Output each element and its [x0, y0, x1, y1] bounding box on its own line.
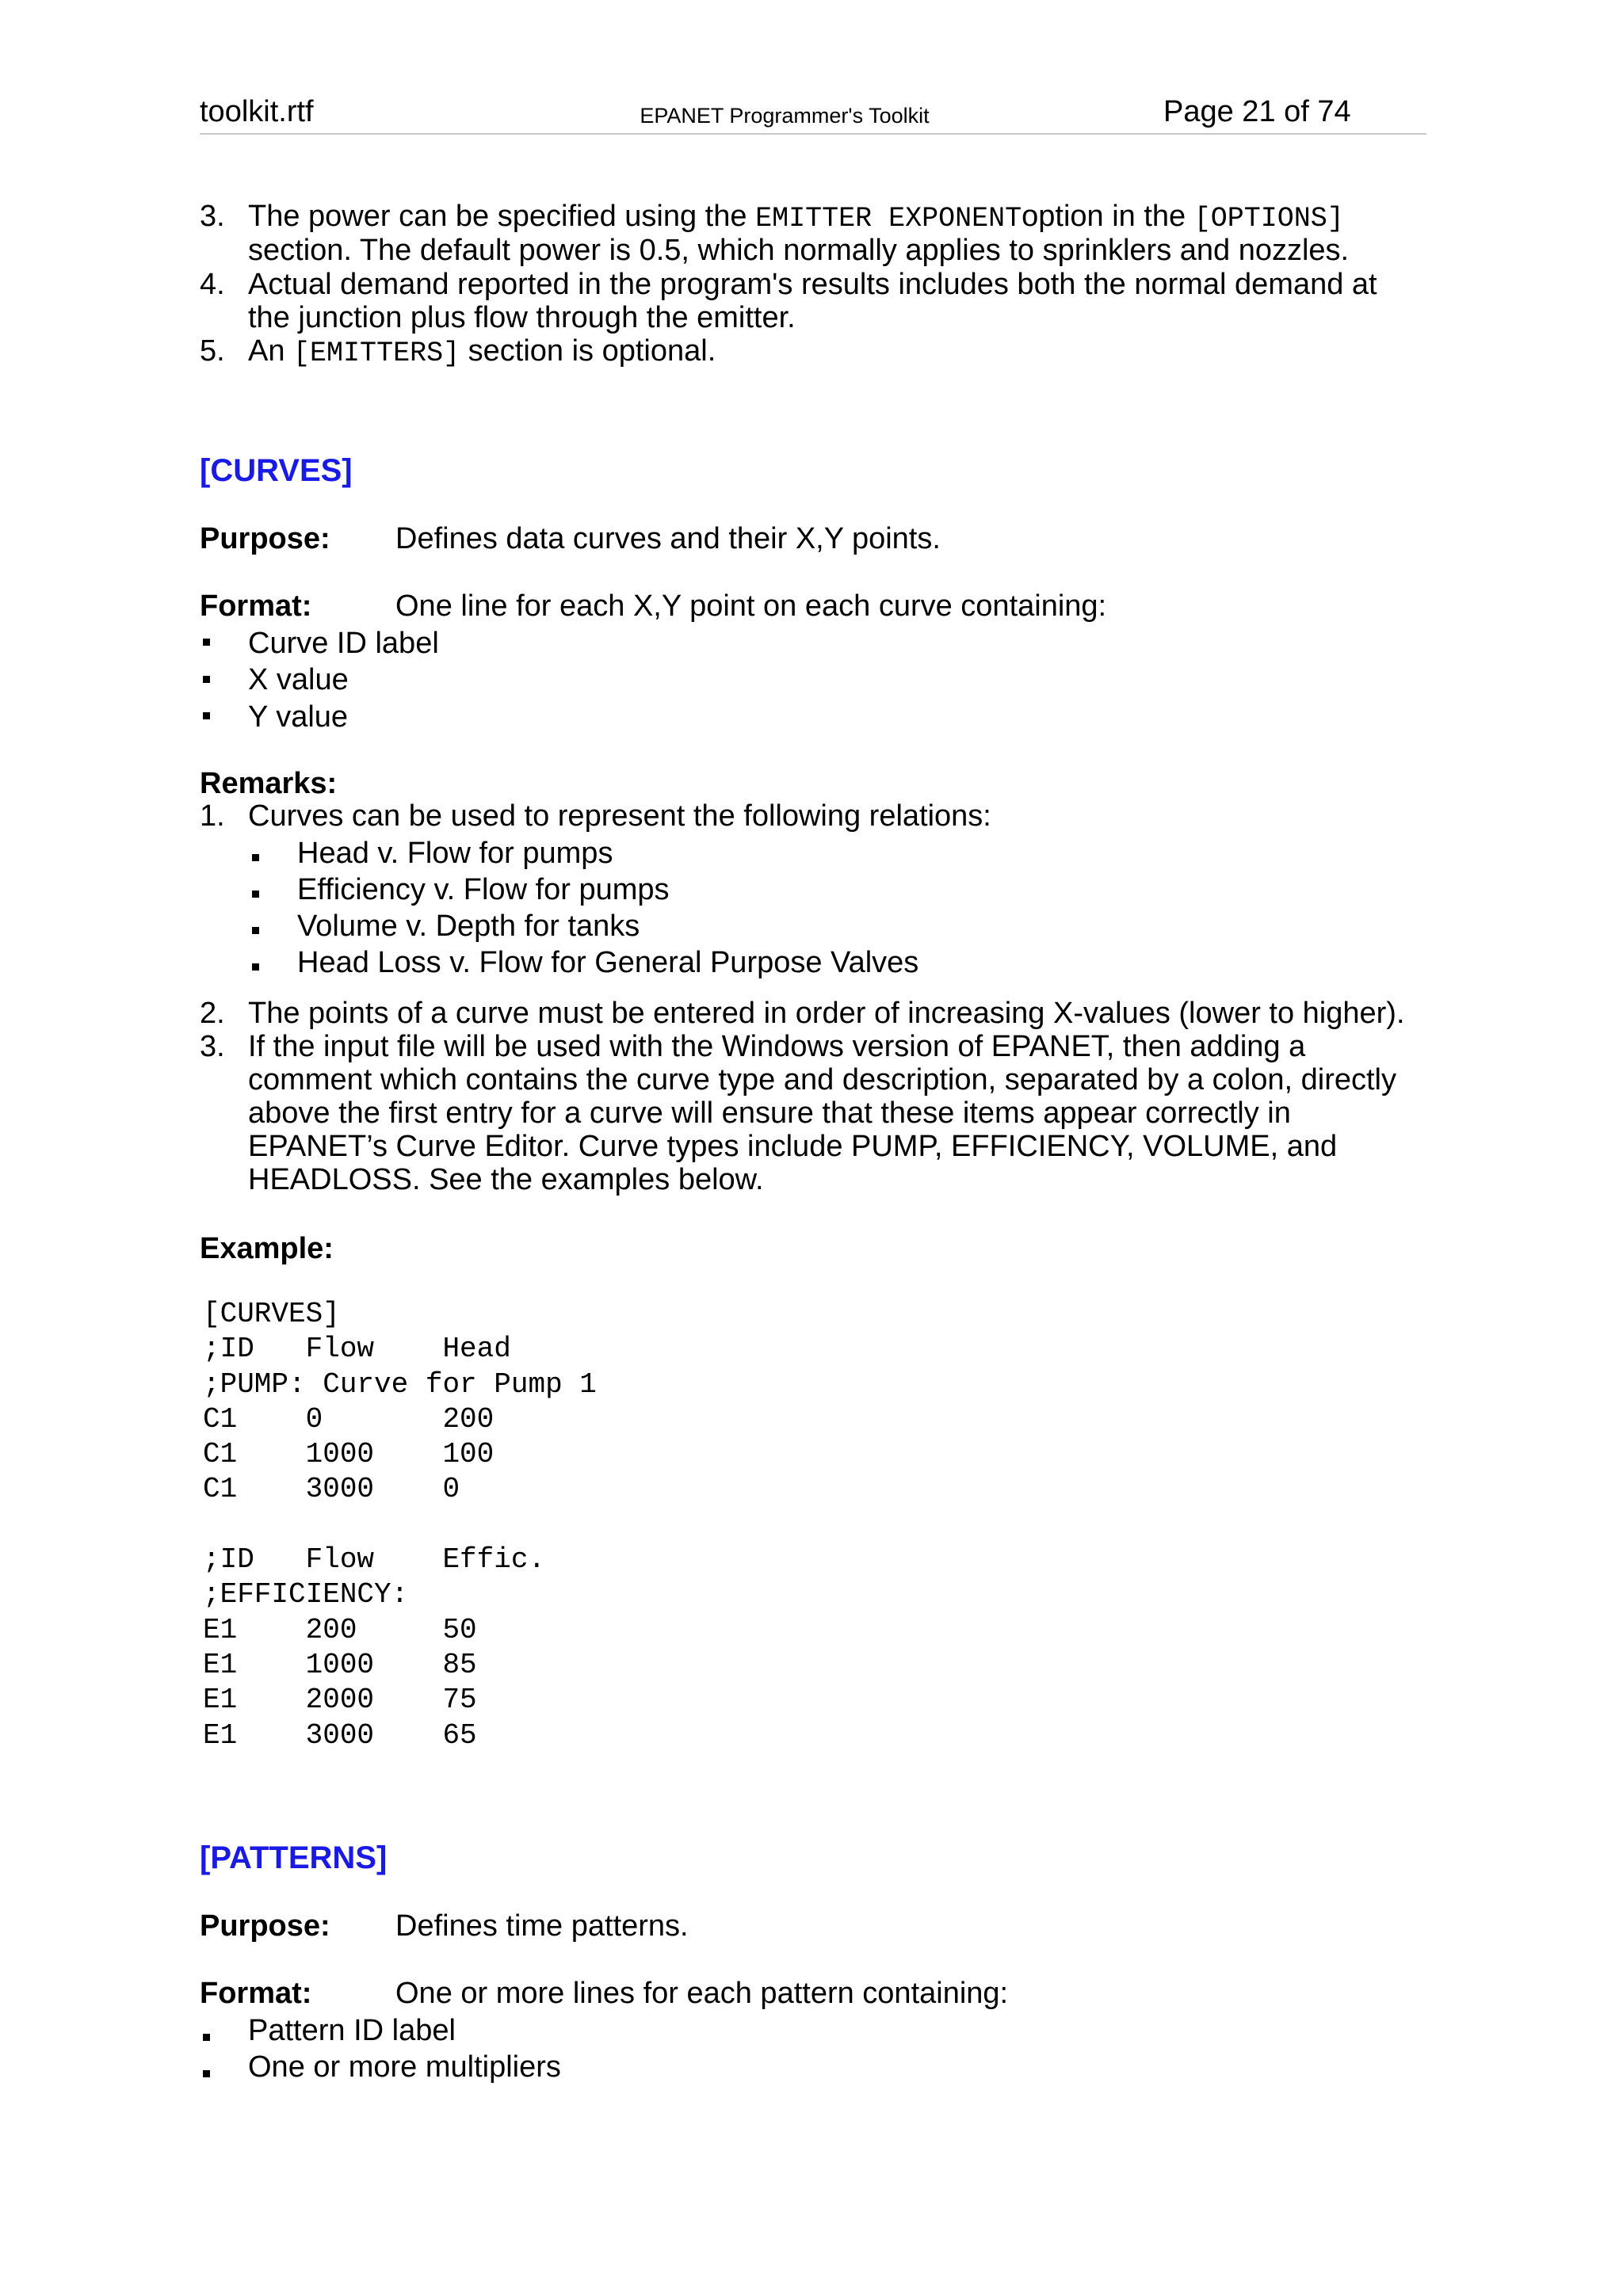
remark-text: the junction plus flow through the emitter.	[248, 301, 796, 334]
bullet-icon	[203, 2034, 210, 2041]
bullet-icon	[203, 2070, 210, 2077]
remark-text: EPANET’s Curve Editor. Curve types include PUMP, EFFICIENCY, VOLUME, and	[248, 1130, 1338, 1163]
purpose-text: Defines data curves and their X,Y points.	[395, 522, 941, 555]
remark-number: 2.	[200, 997, 225, 1030]
remarks-label: Remarks:	[200, 767, 338, 800]
remark-text: An [EMITTERS] section is optional.	[248, 334, 716, 369]
header-rule	[200, 133, 1426, 135]
format-label: Format:	[200, 589, 312, 623]
remark-text: above the first entry for a curve will ensure that these items appear correctly in	[248, 1097, 1291, 1130]
remark-text: comment which contains the curve type and description, separated by a colon, directly	[248, 1063, 1396, 1097]
bullet-icon	[203, 639, 210, 646]
remark-text: If the input file will be used with the Windows version of EPANET, then adding a	[248, 1030, 1306, 1063]
bullet-icon	[252, 854, 259, 861]
list-item: Volume v. Depth for tanks	[297, 910, 640, 943]
remark-text: Curves can be used to represent the following relations:	[248, 799, 991, 833]
remark-number: 3.	[200, 1030, 225, 1063]
header-title: EPANET Programmer's Toolkit	[640, 104, 930, 128]
list-item: X value	[248, 663, 349, 696]
header-page-number: Page 21 of 74	[1163, 95, 1351, 128]
code-example: [CURVES] ;ID Flow Head ;PUMP: Curve for Pump 1 C1 0 200 C1 1000 100 C1 3000 0 ;ID Flow Effic. ;EFFICIENCY: E1 200 50 E1 1000 85 E1 2000 75 E1 3000 65	[203, 1298, 597, 1752]
list-item: Efficiency v. Flow for pumps	[297, 873, 670, 906]
section-heading-patterns: [PATTERNS]	[200, 1840, 388, 1875]
format-label: Format:	[200, 1977, 312, 2010]
purpose-label: Purpose:	[200, 522, 330, 555]
format-text: One or more lines for each pattern containing:	[395, 1977, 1009, 2010]
list-item: Head Loss v. Flow for General Purpose Valves	[297, 946, 919, 979]
header-filename: toolkit.rtf	[200, 95, 314, 128]
remark-text: Actual demand reported in the program's results includes both the normal demand at	[248, 268, 1377, 301]
remark-text: The power can be specified using the EMITTER EXPONENToption in the [OPTIONS]	[248, 200, 1344, 235]
purpose-text: Defines time patterns.	[395, 1909, 689, 1943]
bullet-icon	[252, 963, 259, 971]
bullet-icon	[203, 676, 210, 683]
bullet-icon	[252, 927, 259, 934]
code-inline: EMITTER EXPONENT	[755, 203, 1022, 235]
example-label: Example:	[200, 1232, 334, 1265]
remark-number: 1.	[200, 799, 225, 833]
code-inline: [EMITTERS]	[293, 338, 460, 369]
list-item: Curve ID label	[248, 627, 439, 660]
remark-text: section. The default power is 0.5, which normally applies to sprinklers and nozzles.	[248, 234, 1350, 267]
section-heading-curves: [CURVES]	[200, 453, 353, 488]
list-item: One or more multipliers	[248, 2050, 561, 2084]
remark-text: The points of a curve must be entered in order of increasing X-values (lower to higher).	[248, 997, 1405, 1030]
list-item: Head v. Flow for pumps	[297, 837, 613, 870]
bullet-icon	[203, 712, 210, 719]
list-item: Y value	[248, 700, 349, 734]
purpose-label: Purpose:	[200, 1909, 330, 1943]
remark-text: HEADLOSS. See the examples below.	[248, 1163, 764, 1196]
format-text: One line for each X,Y point on each curve containing:	[395, 589, 1107, 623]
bullet-icon	[252, 891, 259, 898]
remark-number: 3.	[200, 200, 225, 233]
list-item: Pattern ID label	[248, 2014, 456, 2047]
remark-number: 4.	[200, 268, 225, 301]
remark-number: 5.	[200, 334, 225, 368]
code-inline: [OPTIONS]	[1193, 203, 1344, 235]
